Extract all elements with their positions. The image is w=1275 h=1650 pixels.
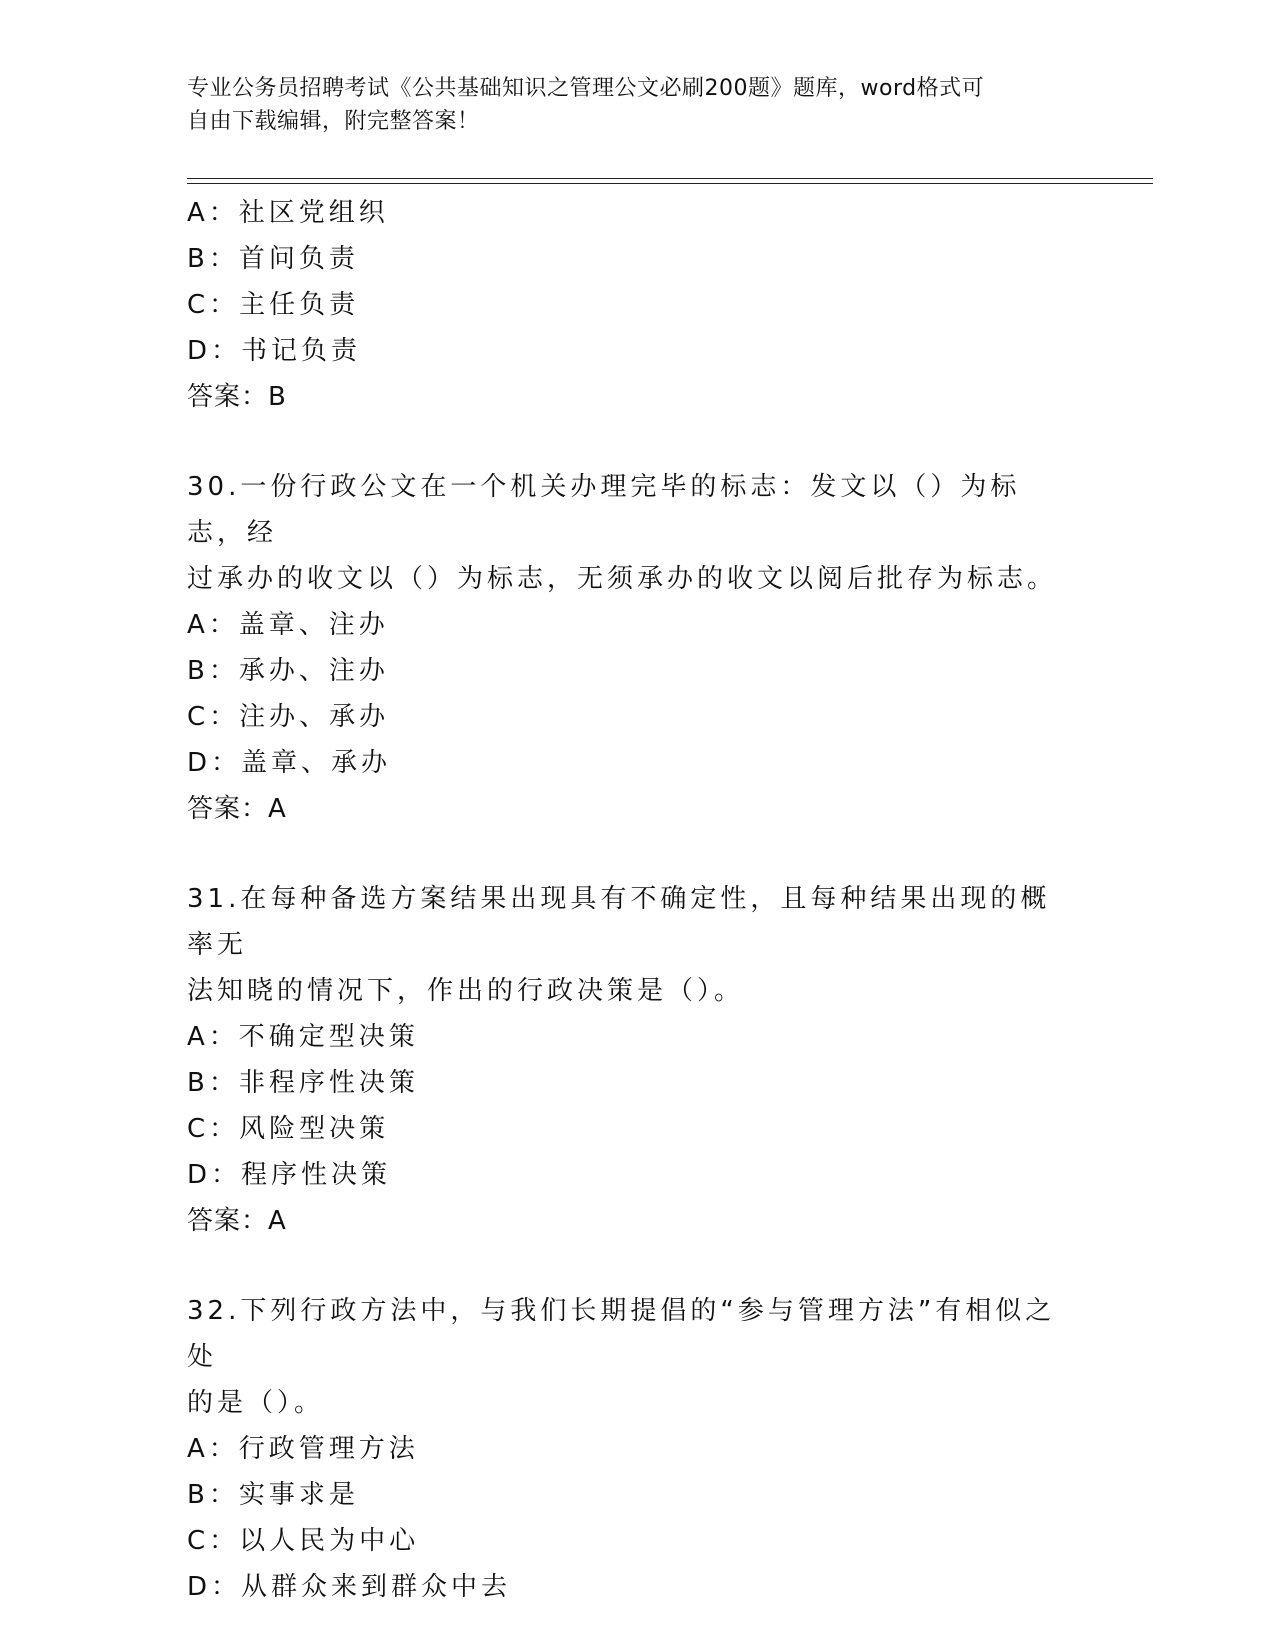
question-stem-line-1: 31.在每种备选方案结果出现具有不确定性，且每种结果出现的概率无 xyxy=(187,884,1051,960)
answer: 答案：A xyxy=(187,794,287,824)
header-line-1: 专业公务员招聘考试《公共基础知识之管理公文必刷200题》题库，word格式可 xyxy=(187,76,985,101)
option-a: A：盖章、注办 xyxy=(187,610,389,640)
option-c: C：主任负责 xyxy=(187,290,360,320)
option-b: B：非程序性决策 xyxy=(187,1068,419,1098)
option-a: A：社区党组织 xyxy=(187,198,389,228)
option-b: B：首问负责 xyxy=(187,244,359,274)
question-stem-line-2: 法知晓的情况下，作出的行政决策是（）。 xyxy=(187,976,745,1006)
question-stem-line-1: 30.一份行政公文在一个机关办理完毕的标志：发文以（）为标志，经 xyxy=(187,472,1021,548)
option-b: B：实事求是 xyxy=(187,1480,359,1510)
answer: 答案：B xyxy=(187,382,287,412)
option-c: C：注办、承办 xyxy=(187,702,390,732)
question-stem-line-1: 32.下列行政方法中，与我们长期提倡的“参与管理方法”有相似之处 xyxy=(187,1296,1056,1372)
option-c: C：以人民为中心 xyxy=(187,1526,420,1556)
question-list xyxy=(187,190,1087,1610)
question-29 xyxy=(187,190,1087,420)
option-d: D：程序性决策 xyxy=(187,1160,392,1190)
header-rule-top xyxy=(187,178,1153,179)
question-32 xyxy=(187,1288,1087,1610)
answer: 答案：A xyxy=(187,1206,287,1236)
option-a: A：行政管理方法 xyxy=(187,1434,419,1464)
option-d: D：盖章、承办 xyxy=(187,748,392,778)
option-a: A：不确定型决策 xyxy=(187,1022,419,1052)
option-b: B：承办、注办 xyxy=(187,656,389,686)
question-stem-line-2: 的是（）。 xyxy=(187,1388,325,1418)
header-line-2: 自由下载编辑，附完整答案！ xyxy=(187,109,480,134)
option-d: D：从群众来到群众中去 xyxy=(187,1572,512,1602)
option-c: C：风险型决策 xyxy=(187,1114,390,1144)
question-stem-line-2: 过承办的收文以（）为标志，无须承办的收文以阅后批存为标志。 xyxy=(187,564,1058,594)
question-31 xyxy=(187,876,1087,1244)
question-30 xyxy=(187,464,1087,832)
page-header xyxy=(187,72,1067,138)
option-d: D：书记负责 xyxy=(187,336,362,366)
header-rule-bottom xyxy=(187,183,1153,184)
